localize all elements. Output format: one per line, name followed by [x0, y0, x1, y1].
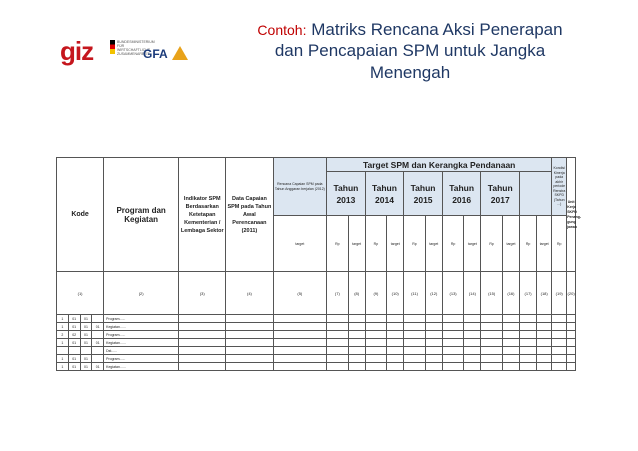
empty-cell[interactable]	[365, 331, 386, 339]
empty-cell[interactable]	[442, 355, 463, 363]
empty-cell[interactable]	[481, 339, 502, 347]
empty-cell[interactable]	[365, 355, 386, 363]
col-number: (3)	[179, 272, 226, 315]
empty-cell[interactable]	[365, 323, 386, 331]
empty-cell[interactable]	[179, 355, 226, 363]
empty-cell[interactable]	[442, 347, 463, 355]
empty-cell[interactable]	[425, 323, 442, 331]
program-cell: Program......	[104, 315, 179, 323]
empty-cell[interactable]	[502, 315, 519, 323]
empty-cell[interactable]	[567, 363, 576, 371]
sub-rp: Rp	[327, 216, 348, 272]
title-line-3: Menengah	[369, 63, 451, 82]
empty-cell[interactable]	[226, 323, 273, 331]
col-number: (2)	[104, 272, 179, 315]
empty-cell[interactable]	[464, 331, 481, 339]
empty-cell[interactable]	[327, 355, 348, 363]
empty-cell[interactable]	[425, 339, 442, 347]
empty-cell[interactable]	[404, 363, 425, 371]
sub-rp: Rp	[404, 216, 425, 272]
table-row	[57, 347, 576, 355]
kode-cell: 01	[80, 339, 92, 347]
kode-cell: 1	[57, 355, 69, 363]
empty-cell[interactable]	[567, 347, 576, 355]
col-number: (19)	[552, 272, 567, 315]
empty-cell[interactable]	[179, 363, 226, 371]
sub-rp: Rp	[481, 216, 502, 272]
empty-cell[interactable]	[327, 323, 348, 331]
header-year-2017: Tahun 2017	[481, 172, 520, 216]
kode-cell: 1	[57, 339, 69, 347]
col-number: (5)	[273, 272, 327, 315]
col-number: (15)	[481, 272, 502, 315]
header-data-capaian: Data Capaian SPM pada Tahun Awal Perencanaan (2011)	[226, 158, 273, 272]
empty-cell[interactable]	[327, 363, 348, 371]
empty-cell[interactable]	[464, 315, 481, 323]
empty-cell[interactable]	[464, 355, 481, 363]
gfa-triangle-icon	[172, 46, 188, 60]
program-cell: Program......	[104, 331, 179, 339]
kode-cell	[92, 355, 104, 363]
empty-cell[interactable]	[537, 315, 552, 323]
table-row	[57, 331, 576, 339]
bmz-logo	[110, 40, 155, 66]
empty-cell[interactable]	[502, 339, 519, 347]
empty-cell[interactable]	[502, 347, 519, 355]
kode-cell: 01	[68, 315, 80, 323]
kode-cell	[68, 347, 80, 355]
kode-cell: 01	[80, 331, 92, 339]
empty-cell[interactable]	[348, 363, 365, 371]
empty-cell[interactable]	[537, 347, 552, 355]
kode-cell: 01	[80, 315, 92, 323]
empty-cell[interactable]	[273, 363, 327, 371]
header-unit-kerja: Unit Kerja SKPD Penang-gung jawab	[567, 158, 576, 272]
table-row	[57, 363, 576, 371]
header-rencana-capaian: Rencana Capaian SPM pada Tahun Anggaran berjalan (2012)	[273, 158, 327, 216]
empty-cell[interactable]	[520, 315, 537, 323]
slide-title	[215, 20, 605, 84]
col-number: (17)	[520, 272, 537, 315]
col-number: (18)	[537, 272, 552, 315]
col-number: (12)	[425, 272, 442, 315]
header-program: Program dan Kegiatan	[104, 158, 179, 272]
empty-cell[interactable]	[537, 331, 552, 339]
empty-cell[interactable]	[481, 331, 502, 339]
logo-group	[60, 36, 200, 68]
empty-cell[interactable]	[442, 323, 463, 331]
kode-cell: 2	[57, 331, 69, 339]
empty-cell[interactable]	[552, 363, 567, 371]
header-target-group: Target SPM dan Kerangka Pendanaan	[327, 158, 552, 172]
empty-cell[interactable]	[179, 315, 226, 323]
empty-cell[interactable]	[442, 315, 463, 323]
kode-cell: 01	[80, 363, 92, 371]
program-cell: Kegiatan......	[104, 363, 179, 371]
sub-target: target	[537, 216, 552, 272]
header-year-2014: Tahun 2014	[365, 172, 404, 216]
col-number: (9)	[365, 272, 386, 315]
empty-cell[interactable]	[387, 355, 404, 363]
kode-cell	[92, 315, 104, 323]
kode-cell	[57, 347, 69, 355]
kode-cell	[92, 331, 104, 339]
empty-cell[interactable]	[226, 339, 273, 347]
title-line-1: Matriks Rencana Aksi Penerapan	[311, 20, 563, 39]
empty-cell[interactable]	[520, 355, 537, 363]
empty-cell[interactable]	[425, 331, 442, 339]
matrix-table	[56, 157, 582, 371]
sub-target: target	[348, 216, 365, 272]
sub-target: target	[425, 216, 442, 272]
kode-cell: 01	[92, 339, 104, 347]
empty-cell[interactable]	[387, 331, 404, 339]
table-row	[57, 315, 576, 323]
empty-cell[interactable]	[502, 355, 519, 363]
empty-cell[interactable]	[273, 331, 327, 339]
empty-cell[interactable]	[502, 331, 519, 339]
empty-cell[interactable]	[552, 323, 567, 331]
empty-cell[interactable]	[464, 363, 481, 371]
empty-cell[interactable]	[502, 363, 519, 371]
german-flag-icon	[110, 40, 115, 54]
empty-cell[interactable]	[365, 339, 386, 347]
header-year-2015: Tahun 2015	[404, 172, 443, 216]
empty-cell[interactable]	[567, 323, 576, 331]
table-row	[57, 355, 576, 363]
empty-cell[interactable]	[179, 339, 226, 347]
header-spacer	[520, 172, 552, 216]
empty-cell[interactable]	[520, 363, 537, 371]
empty-cell[interactable]	[552, 347, 567, 355]
kode-cell: 1	[57, 315, 69, 323]
kode-cell: 01	[80, 323, 92, 331]
empty-cell[interactable]	[404, 323, 425, 331]
kode-cell: 01	[80, 355, 92, 363]
empty-cell[interactable]	[348, 315, 365, 323]
empty-cell[interactable]	[387, 363, 404, 371]
sub-rp: Rp	[442, 216, 463, 272]
col-number: (14)	[464, 272, 481, 315]
empty-cell[interactable]	[273, 347, 327, 355]
empty-cell[interactable]	[348, 331, 365, 339]
empty-cell[interactable]	[273, 315, 327, 323]
sub-target: target	[273, 216, 327, 272]
empty-cell[interactable]	[348, 323, 365, 331]
empty-cell[interactable]	[520, 323, 537, 331]
bmz-logo-text: BUNDESMINISTERIUM FÜR WIRTSCHAFTLICHE ZUSAMMENARBEIT	[117, 40, 155, 56]
empty-cell[interactable]	[327, 347, 348, 355]
empty-cell[interactable]	[226, 363, 273, 371]
sub-rp: Rp	[520, 216, 537, 272]
empty-cell[interactable]	[404, 347, 425, 355]
empty-cell[interactable]	[481, 355, 502, 363]
empty-cell[interactable]	[537, 323, 552, 331]
col-number: (10)	[387, 272, 404, 315]
sub-target: target	[387, 216, 404, 272]
header-kondisi-kinerja: Kondisi Kinerja pada akhir periode Renstra SKPD (Tahun ...)	[552, 158, 567, 216]
empty-cell[interactable]	[567, 339, 576, 347]
program-cell: Dst......	[104, 347, 179, 355]
empty-cell[interactable]	[481, 347, 502, 355]
kode-cell	[92, 347, 104, 355]
empty-cell[interactable]	[273, 355, 327, 363]
empty-cell[interactable]	[226, 331, 273, 339]
empty-cell[interactable]	[327, 331, 348, 339]
program-cell: Kegiatan......	[104, 323, 179, 331]
empty-cell[interactable]	[464, 347, 481, 355]
header-year-2013: Tahun 2013	[327, 172, 366, 216]
empty-cell[interactable]	[481, 323, 502, 331]
empty-cell[interactable]	[365, 315, 386, 323]
empty-cell[interactable]	[365, 363, 386, 371]
header-year-2016: Tahun 2016	[442, 172, 481, 216]
empty-cell[interactable]	[520, 347, 537, 355]
empty-cell[interactable]	[179, 323, 226, 331]
empty-cell[interactable]	[226, 347, 273, 355]
empty-cell[interactable]	[425, 315, 442, 323]
kode-cell: 01	[68, 363, 80, 371]
empty-cell[interactable]	[537, 339, 552, 347]
table-row	[57, 339, 576, 347]
empty-cell[interactable]	[327, 339, 348, 347]
empty-cell[interactable]	[226, 355, 273, 363]
empty-cell[interactable]	[552, 355, 567, 363]
empty-cell[interactable]	[537, 363, 552, 371]
kode-cell: 1	[57, 363, 69, 371]
kode-cell: 02	[68, 331, 80, 339]
header-kode: Kode	[57, 158, 104, 272]
program-cell: Kegiatan......	[104, 339, 179, 347]
empty-cell[interactable]	[425, 363, 442, 371]
kode-cell: 1	[57, 323, 69, 331]
col-number: (4)	[226, 272, 273, 315]
empty-cell[interactable]	[537, 355, 552, 363]
empty-cell[interactable]	[552, 331, 567, 339]
col-number: (20)	[567, 272, 576, 315]
sub-rp: Rp	[552, 216, 567, 272]
empty-cell[interactable]	[179, 331, 226, 339]
empty-cell[interactable]	[481, 363, 502, 371]
table-body	[57, 315, 576, 371]
empty-cell[interactable]	[520, 331, 537, 339]
header-indikator: Indikator SPM Berdasarkan Ketetapan Kementerian / Lembaga Sektor	[179, 158, 226, 272]
sub-target: target	[502, 216, 519, 272]
empty-cell[interactable]	[552, 315, 567, 323]
empty-cell[interactable]	[348, 355, 365, 363]
empty-cell[interactable]	[387, 339, 404, 347]
empty-cell[interactable]	[226, 315, 273, 323]
empty-cell[interactable]	[425, 355, 442, 363]
empty-cell[interactable]	[567, 355, 576, 363]
col-number: (16)	[502, 272, 519, 315]
col-number: (1)	[57, 272, 104, 315]
empty-cell[interactable]	[348, 339, 365, 347]
empty-cell[interactable]	[502, 323, 519, 331]
sub-rp: Rp	[365, 216, 386, 272]
empty-cell[interactable]	[273, 339, 327, 347]
title-prefix: Contoh:	[257, 22, 307, 38]
empty-cell[interactable]	[387, 315, 404, 323]
empty-cell[interactable]	[567, 331, 576, 339]
empty-cell[interactable]	[464, 323, 481, 331]
col-number: (8)	[348, 272, 365, 315]
empty-cell[interactable]	[273, 323, 327, 331]
col-number: (7)	[327, 272, 348, 315]
empty-cell[interactable]	[464, 339, 481, 347]
kode-cell: 01	[92, 323, 104, 331]
title-line-2: dan Pencapaian SPM untuk Jangka	[274, 41, 546, 60]
kode-cell: 01	[92, 363, 104, 371]
empty-cell[interactable]	[387, 323, 404, 331]
empty-cell[interactable]	[387, 347, 404, 355]
empty-cell[interactable]	[365, 347, 386, 355]
empty-cell[interactable]	[348, 347, 365, 355]
giz-logo: giz	[60, 36, 94, 66]
empty-cell[interactable]	[442, 331, 463, 339]
gfa-logo: GFA	[143, 47, 168, 61]
empty-cell[interactable]	[481, 315, 502, 323]
program-cell: Program......	[104, 355, 179, 363]
empty-cell[interactable]	[425, 347, 442, 355]
empty-cell[interactable]	[520, 339, 537, 347]
kode-cell: 01	[68, 355, 80, 363]
sub-target: target	[464, 216, 481, 272]
empty-cell[interactable]	[442, 363, 463, 371]
empty-cell[interactable]	[442, 339, 463, 347]
empty-cell[interactable]	[552, 339, 567, 347]
empty-cell[interactable]	[327, 315, 348, 323]
empty-cell[interactable]	[404, 331, 425, 339]
empty-cell[interactable]	[567, 315, 576, 323]
empty-cell[interactable]	[179, 347, 226, 355]
table-row	[57, 323, 576, 331]
empty-cell[interactable]	[404, 315, 425, 323]
kode-cell: 01	[68, 323, 80, 331]
col-number: (13)	[442, 272, 463, 315]
col-number: (11)	[404, 272, 425, 315]
empty-cell[interactable]	[404, 355, 425, 363]
kode-cell: 01	[68, 339, 80, 347]
kode-cell	[80, 347, 92, 355]
empty-cell[interactable]	[404, 339, 425, 347]
